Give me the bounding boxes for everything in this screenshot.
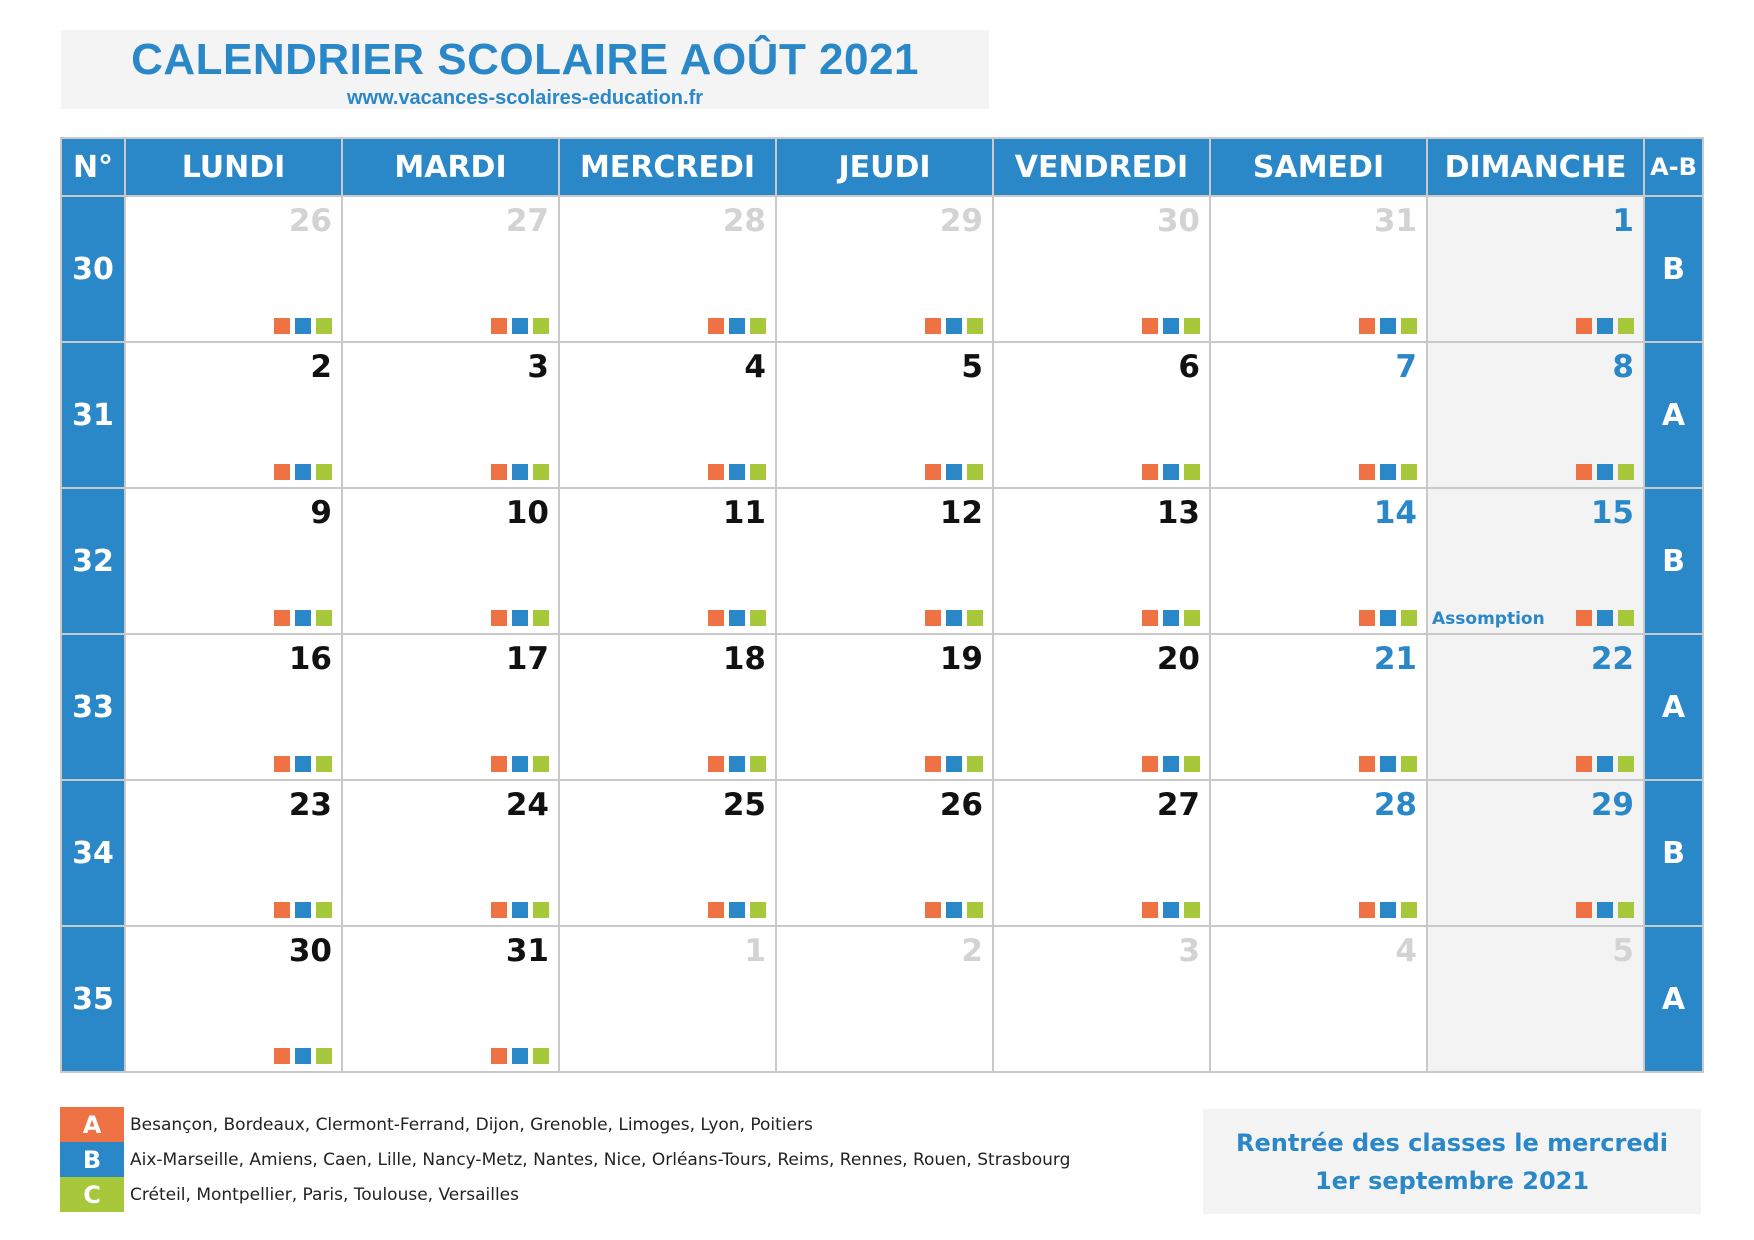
week-row — [61, 634, 1703, 780]
zone-c-marker — [967, 902, 983, 918]
day-header-thursday: JEUDI — [776, 138, 993, 196]
day-header-friday: VENDREDI — [993, 138, 1210, 196]
week-number: 35 — [61, 926, 125, 1072]
zone-legend — [60, 1107, 1070, 1212]
day-cell-sunday[interactable] — [1427, 196, 1644, 342]
zone-c-marker — [1184, 610, 1200, 626]
zone-a-marker — [708, 610, 724, 626]
day-cell-wednesday[interactable] — [559, 634, 776, 780]
ab-week-header: A-B — [1644, 138, 1703, 196]
legend-row-c — [60, 1177, 1070, 1212]
day-cell-friday[interactable] — [993, 926, 1210, 1072]
week-number: 33 — [61, 634, 125, 780]
day-cell-sunday[interactable] — [1427, 780, 1644, 926]
day-cell-sunday[interactable] — [1427, 342, 1644, 488]
day-cell-thursday[interactable] — [776, 926, 993, 1072]
zone-b-marker — [1163, 464, 1179, 480]
day-cell-thursday[interactable] — [776, 634, 993, 780]
day-number: 31 — [505, 933, 549, 969]
day-number: 22 — [1590, 641, 1634, 677]
zone-a-marker — [925, 318, 941, 334]
calendar-title: CALENDRIER SCOLAIRE AOÛT 2021 — [131, 35, 919, 84]
zone-indicators — [491, 1048, 549, 1064]
zone-a-marker — [708, 318, 724, 334]
day-number: 11 — [722, 495, 766, 531]
zone-c-marker — [533, 318, 549, 334]
zone-a-marker — [274, 610, 290, 626]
zone-indicators — [274, 610, 332, 626]
zone-c-marker — [533, 902, 549, 918]
zone-c-marker — [750, 318, 766, 334]
zone-b-marker — [946, 318, 962, 334]
zone-b-marker — [512, 1048, 528, 1064]
zone-a-academies: Besançon, Bordeaux, Clermont-Ferrand, Dijon, Grenoble, Limoges, Lyon, Poitiers — [130, 1114, 813, 1135]
zone-a-marker — [491, 464, 507, 480]
zone-indicators — [925, 464, 983, 480]
zone-a-marker — [1142, 756, 1158, 772]
zone-a-marker — [491, 318, 507, 334]
zone-a-marker — [491, 756, 507, 772]
zone-c-marker — [1184, 318, 1200, 334]
day-number: 2 — [310, 349, 332, 385]
zone-c-marker — [316, 756, 332, 772]
day-cell-monday[interactable] — [125, 342, 342, 488]
day-number: 30 — [1156, 203, 1200, 239]
zone-indicators — [1359, 756, 1417, 772]
zone-b-badge: B — [60, 1142, 124, 1177]
day-number: 24 — [505, 787, 549, 823]
day-number: 2 — [961, 933, 983, 969]
zone-b-marker — [295, 1048, 311, 1064]
zone-c-marker — [1618, 464, 1634, 480]
zone-c-marker — [533, 1048, 549, 1064]
zone-indicators — [274, 464, 332, 480]
day-cell-thursday[interactable] — [776, 342, 993, 488]
day-cell-tuesday[interactable] — [342, 196, 559, 342]
day-header-wednesday: MERCREDI — [559, 138, 776, 196]
zone-a-marker — [925, 902, 941, 918]
zone-a-marker — [1359, 756, 1375, 772]
day-cell-sunday[interactable] — [1427, 926, 1644, 1072]
day-number: 20 — [1156, 641, 1200, 677]
zone-a-marker — [925, 464, 941, 480]
zone-a-marker — [274, 318, 290, 334]
zone-b-marker — [512, 610, 528, 626]
ab-week-letter: A — [1644, 342, 1703, 488]
zone-a-marker — [491, 1048, 507, 1064]
zone-a-marker — [1142, 464, 1158, 480]
day-number: 26 — [939, 787, 983, 823]
zone-c-academies: Créteil, Montpellier, Paris, Toulouse, Versailles — [130, 1184, 519, 1205]
zone-b-marker — [1597, 464, 1613, 480]
zone-c-marker — [1401, 610, 1417, 626]
zone-a-marker — [708, 464, 724, 480]
website-url[interactable]: www.vacances-scolaires-education.fr — [346, 87, 704, 109]
zone-c-marker — [1401, 756, 1417, 772]
zone-a-marker — [1576, 756, 1592, 772]
day-cell-wednesday[interactable] — [559, 196, 776, 342]
zone-indicators — [708, 610, 766, 626]
day-cell-thursday[interactable] — [776, 780, 993, 926]
holiday-label: Assomption — [1432, 609, 1545, 629]
day-header-tuesday: MARDI — [342, 138, 559, 196]
day-cell-friday[interactable] — [993, 780, 1210, 926]
zone-b-marker — [729, 610, 745, 626]
zone-c-marker — [1618, 610, 1634, 626]
zone-b-marker — [512, 318, 528, 334]
calendar-header — [61, 30, 989, 109]
zone-indicators — [1576, 610, 1634, 626]
zone-indicators — [1576, 756, 1634, 772]
zone-c-marker — [750, 610, 766, 626]
day-cell-monday[interactable] — [125, 780, 342, 926]
day-number: 23 — [288, 787, 332, 823]
zone-a-marker — [1576, 610, 1592, 626]
day-cell-saturday[interactable] — [1210, 926, 1427, 1072]
zone-c-marker — [316, 318, 332, 334]
zone-b-marker — [1380, 610, 1396, 626]
zone-b-marker — [295, 464, 311, 480]
zone-a-marker — [1359, 464, 1375, 480]
day-number: 21 — [1373, 641, 1417, 677]
zone-indicators — [708, 318, 766, 334]
zone-indicators — [274, 1048, 332, 1064]
zone-a-marker — [1576, 902, 1592, 918]
week-row — [61, 926, 1703, 1072]
zone-indicators — [1576, 464, 1634, 480]
zone-c-marker — [967, 464, 983, 480]
zone-c-marker — [1618, 318, 1634, 334]
zone-indicators — [1142, 902, 1200, 918]
zone-indicators — [491, 756, 549, 772]
zone-a-marker — [1142, 902, 1158, 918]
day-number: 26 — [288, 203, 332, 239]
zone-b-marker — [512, 756, 528, 772]
zone-indicators — [1142, 610, 1200, 626]
day-number: 30 — [288, 933, 332, 969]
zone-a-marker — [274, 1048, 290, 1064]
day-number: 8 — [1612, 349, 1634, 385]
zone-b-marker — [1163, 902, 1179, 918]
day-cell-saturday[interactable] — [1210, 780, 1427, 926]
zone-c-marker — [967, 610, 983, 626]
day-number: 4 — [1395, 933, 1417, 969]
zone-a-marker — [1359, 318, 1375, 334]
zone-c-marker — [1184, 902, 1200, 918]
week-number: 34 — [61, 780, 125, 926]
zone-c-marker — [316, 464, 332, 480]
zone-c-marker — [316, 610, 332, 626]
day-number: 29 — [1590, 787, 1634, 823]
zone-indicators — [708, 902, 766, 918]
zone-b-marker — [1380, 756, 1396, 772]
zone-a-marker — [708, 902, 724, 918]
zone-b-marker — [1163, 610, 1179, 626]
zone-b-marker — [729, 756, 745, 772]
day-cell-tuesday[interactable] — [342, 780, 559, 926]
zone-c-marker — [316, 902, 332, 918]
day-cell-wednesday[interactable] — [559, 780, 776, 926]
zone-c-marker — [750, 756, 766, 772]
day-cell-saturday[interactable] — [1210, 196, 1427, 342]
zone-indicators — [925, 610, 983, 626]
week-number-header: N° — [61, 138, 125, 196]
zone-b-marker — [1163, 756, 1179, 772]
zone-c-marker — [750, 464, 766, 480]
ab-week-letter: A — [1644, 634, 1703, 780]
zone-a-marker — [274, 464, 290, 480]
day-number: 5 — [961, 349, 983, 385]
zone-c-marker — [750, 902, 766, 918]
day-number: 31 — [1373, 203, 1417, 239]
zone-b-marker — [729, 318, 745, 334]
day-cell-monday[interactable] — [125, 488, 342, 634]
zone-a-marker — [1576, 464, 1592, 480]
week-row — [61, 342, 1703, 488]
zone-b-marker — [946, 610, 962, 626]
zone-a-marker — [274, 756, 290, 772]
zone-indicators — [1359, 610, 1417, 626]
zone-indicators — [1142, 318, 1200, 334]
zone-c-marker — [316, 1048, 332, 1064]
day-cell-wednesday[interactable] — [559, 342, 776, 488]
zone-c-marker — [1184, 464, 1200, 480]
zone-indicators — [925, 756, 983, 772]
zone-indicators — [708, 756, 766, 772]
week-row — [61, 196, 1703, 342]
day-cell-wednesday[interactable] — [559, 926, 776, 1072]
zone-b-marker — [295, 902, 311, 918]
zone-b-marker — [1597, 318, 1613, 334]
day-number: 4 — [744, 349, 766, 385]
zone-b-academies: Aix-Marseille, Amiens, Caen, Lille, Nancy-Metz, Nantes, Nice, Orléans-Tours, Reims, Rennes, Rouen, Strasbourg — [130, 1149, 1071, 1170]
week-number: 32 — [61, 488, 125, 634]
zone-indicators — [1359, 902, 1417, 918]
zone-a-marker — [274, 902, 290, 918]
zone-a-marker — [708, 756, 724, 772]
zone-c-marker — [1618, 902, 1634, 918]
day-number: 15 — [1590, 495, 1634, 531]
zone-b-marker — [1380, 902, 1396, 918]
ab-week-letter: B — [1644, 488, 1703, 634]
zone-b-marker — [729, 902, 745, 918]
day-number: 19 — [939, 641, 983, 677]
zone-c-marker — [1401, 464, 1417, 480]
day-cell-thursday[interactable] — [776, 488, 993, 634]
zone-a-marker — [491, 902, 507, 918]
week-row — [61, 488, 1703, 634]
day-cell-wednesday[interactable] — [559, 488, 776, 634]
zone-b-marker — [1163, 318, 1179, 334]
zone-c-marker — [1401, 902, 1417, 918]
day-cell-saturday[interactable] — [1210, 488, 1427, 634]
day-number: 3 — [527, 349, 549, 385]
day-number: 1 — [1612, 203, 1634, 239]
day-header-monday: LUNDI — [125, 138, 342, 196]
week-number: 30 — [61, 196, 125, 342]
day-cell-saturday[interactable] — [1210, 634, 1427, 780]
day-header-saturday: SAMEDI — [1210, 138, 1427, 196]
week-number: 31 — [61, 342, 125, 488]
day-number: 16 — [288, 641, 332, 677]
zone-b-marker — [946, 902, 962, 918]
zone-indicators — [925, 318, 983, 334]
day-cell-tuesday[interactable] — [342, 488, 559, 634]
day-cell-monday[interactable] — [125, 634, 342, 780]
zone-indicators — [274, 756, 332, 772]
zone-b-marker — [1597, 610, 1613, 626]
header-row — [61, 138, 1703, 196]
day-number: 10 — [505, 495, 549, 531]
zone-b-marker — [295, 756, 311, 772]
week-row — [61, 780, 1703, 926]
ab-week-letter: A — [1644, 926, 1703, 1072]
zone-indicators — [491, 902, 549, 918]
day-number: 14 — [1373, 495, 1417, 531]
zone-indicators — [1142, 464, 1200, 480]
day-cell-tuesday[interactable] — [342, 342, 559, 488]
zone-c-marker — [533, 756, 549, 772]
day-number: 28 — [722, 203, 766, 239]
day-number: 9 — [310, 495, 332, 531]
day-cell-friday[interactable] — [993, 634, 1210, 780]
zone-a-marker — [1359, 902, 1375, 918]
zone-c-badge: C — [60, 1177, 124, 1212]
day-number: 7 — [1395, 349, 1417, 385]
day-number: 1 — [744, 933, 766, 969]
day-cell-thursday[interactable] — [776, 196, 993, 342]
zone-indicators — [491, 318, 549, 334]
zone-indicators — [274, 318, 332, 334]
zone-indicators — [274, 902, 332, 918]
day-cell-monday[interactable] — [125, 196, 342, 342]
zone-c-marker — [1401, 318, 1417, 334]
zone-b-marker — [729, 464, 745, 480]
day-cell-friday[interactable] — [993, 196, 1210, 342]
day-number: 25 — [722, 787, 766, 823]
zone-indicators — [708, 464, 766, 480]
legend-row-a — [60, 1107, 1070, 1142]
zone-c-marker — [967, 318, 983, 334]
zone-a-marker — [1576, 318, 1592, 334]
day-cell-tuesday[interactable] — [342, 634, 559, 780]
zone-indicators — [491, 464, 549, 480]
zone-c-marker — [533, 610, 549, 626]
zone-indicators — [1576, 318, 1634, 334]
zone-c-marker — [533, 464, 549, 480]
day-number: 17 — [505, 641, 549, 677]
zone-indicators — [1142, 756, 1200, 772]
day-number: 13 — [1156, 495, 1200, 531]
zone-b-marker — [512, 464, 528, 480]
day-cell-saturday[interactable] — [1210, 342, 1427, 488]
zone-a-badge: A — [60, 1107, 124, 1142]
day-number: 27 — [1156, 787, 1200, 823]
zone-b-marker — [946, 464, 962, 480]
day-number: 6 — [1178, 349, 1200, 385]
zone-a-marker — [925, 610, 941, 626]
day-cell-tuesday[interactable] — [342, 926, 559, 1072]
zone-b-marker — [1597, 902, 1613, 918]
ab-week-letter: B — [1644, 196, 1703, 342]
day-cell-friday[interactable] — [993, 488, 1210, 634]
day-number: 18 — [722, 641, 766, 677]
legend-row-b — [60, 1142, 1070, 1177]
zone-indicators — [1576, 902, 1634, 918]
zone-a-marker — [491, 610, 507, 626]
day-cell-sunday[interactable] — [1427, 488, 1644, 634]
zone-indicators — [925, 902, 983, 918]
zone-b-marker — [946, 756, 962, 772]
zone-a-marker — [1142, 318, 1158, 334]
calendar-body — [61, 196, 1703, 1072]
day-header-sunday: DIMANCHE — [1427, 138, 1644, 196]
day-number: 12 — [939, 495, 983, 531]
zone-b-marker — [512, 902, 528, 918]
zone-c-marker — [1618, 756, 1634, 772]
day-number: 28 — [1373, 787, 1417, 823]
day-number: 5 — [1612, 933, 1634, 969]
zone-b-marker — [1380, 318, 1396, 334]
calendar-grid — [60, 137, 1704, 1073]
zone-b-marker — [295, 610, 311, 626]
zone-b-marker — [1597, 756, 1613, 772]
zone-a-marker — [925, 756, 941, 772]
zone-indicators — [1359, 318, 1417, 334]
school-start-note: Rentrée des classes le mercredi 1er septembre 2021 — [1203, 1109, 1701, 1214]
zone-c-marker — [1184, 756, 1200, 772]
ab-week-letter: B — [1644, 780, 1703, 926]
zone-a-marker — [1359, 610, 1375, 626]
zone-a-marker — [1142, 610, 1158, 626]
zone-indicators — [1359, 464, 1417, 480]
zone-b-marker — [1380, 464, 1396, 480]
day-number: 27 — [505, 203, 549, 239]
zone-indicators — [491, 610, 549, 626]
day-number: 29 — [939, 203, 983, 239]
zone-c-marker — [967, 756, 983, 772]
day-cell-monday[interactable] — [125, 926, 342, 1072]
zone-b-marker — [295, 318, 311, 334]
day-cell-friday[interactable] — [993, 342, 1210, 488]
day-cell-sunday[interactable] — [1427, 634, 1644, 780]
day-number: 3 — [1178, 933, 1200, 969]
